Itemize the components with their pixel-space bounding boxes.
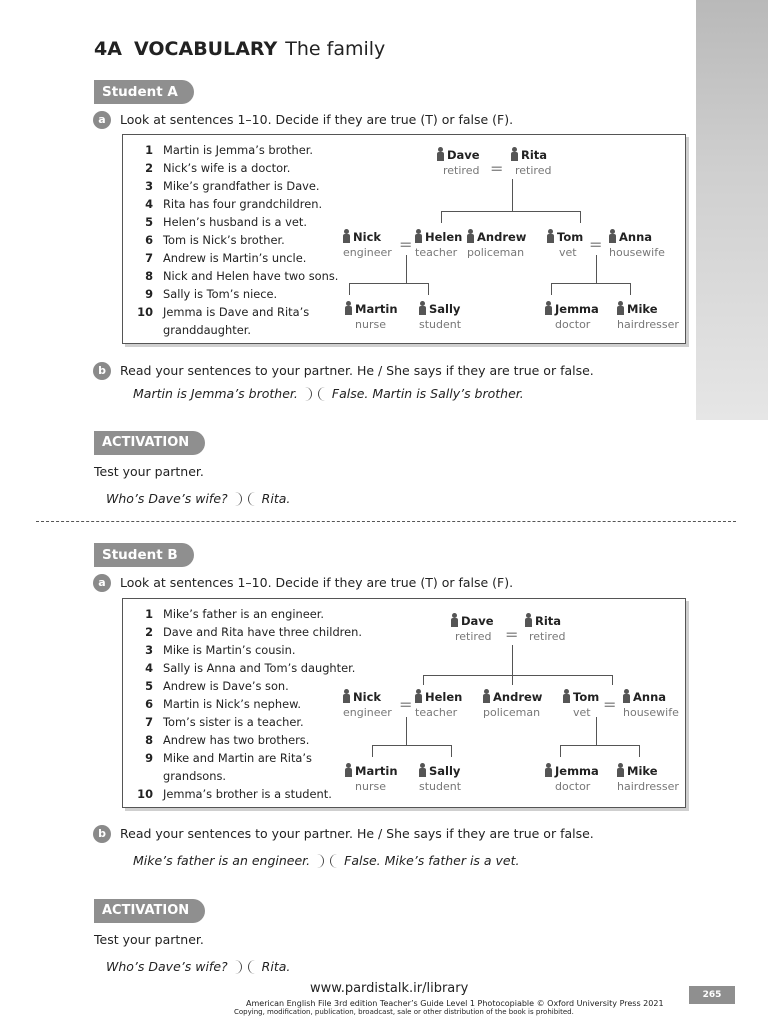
person-jemma: Jemma doctor	[545, 301, 599, 331]
person-jemma: Jemma doctor	[545, 763, 599, 793]
tree-line	[441, 211, 442, 223]
person-dave: Dave retired	[451, 613, 494, 643]
person-nick: Nick engineer	[343, 230, 392, 259]
sentence: 3 Mike is Martin’s cousin.	[145, 643, 296, 657]
person-icon	[525, 613, 532, 627]
tree-line	[560, 745, 561, 757]
page-title: 4A VOCABULARY The family	[94, 38, 386, 60]
person-icon	[467, 229, 474, 243]
married-sign: =	[399, 695, 413, 714]
sentence: 10 Jemma’s brother is a student.	[137, 787, 332, 801]
test-dialogue: Who’s Dave’s wife? Rita.	[106, 491, 291, 506]
footer-credit: American English File 3rd edition Teacher’s Guide Level 1 Photocopiable © Oxford University Press 2021	[246, 999, 664, 1008]
person-anna: Anna housewife	[609, 230, 665, 259]
tree-line	[406, 717, 407, 745]
person-icon	[547, 229, 554, 243]
tree-line	[551, 283, 631, 284]
person-icon	[623, 689, 630, 703]
sentence: 5 Andrew is Dave’s son.	[145, 679, 289, 693]
sentence: 7 Andrew is Martin’s uncle.	[145, 251, 307, 265]
instruction-a: Look at sentences 1–10. Decide if they are true (T) or false (F).	[120, 112, 514, 127]
page-number: 265	[689, 986, 735, 1004]
person-icon	[343, 229, 350, 243]
example-dialogue: Martin is Jemma’s brother. False. Martin is Sally’s brother.	[133, 386, 524, 401]
speech-bubble-icon	[248, 492, 259, 506]
speech-bubble-icon	[248, 960, 259, 974]
person-icon	[609, 229, 616, 243]
sentence: 1 Mike’s father is an engineer.	[145, 607, 325, 621]
person-icon	[415, 229, 422, 243]
person-sally: Sally student	[419, 764, 462, 793]
tree-line	[406, 255, 407, 283]
person-rita: Rita retired	[525, 613, 565, 643]
married-sign: =	[399, 235, 413, 254]
person-icon	[419, 763, 426, 777]
tree-line	[349, 283, 350, 295]
sentence: 10 Jemma is Dave and Rita’s granddaughter.	[137, 305, 310, 337]
tree-line	[441, 211, 581, 212]
sentence: 4 Sally is Anna and Tom’s daughter.	[145, 661, 356, 675]
speech-bubble-icon	[301, 387, 312, 401]
person-nick: Nick engineer	[343, 690, 392, 719]
tree-line	[596, 717, 597, 745]
tree-line	[512, 179, 513, 211]
person-mike: Mike hairdresser	[617, 764, 679, 793]
person-icon	[511, 147, 518, 161]
sentence: 7 Tom’s sister is a teacher.	[145, 715, 304, 729]
exercise-box-b	[122, 598, 686, 808]
instruction-b: Read your sentences to your partner. He / She says if they are true or false.	[120, 363, 594, 378]
person-andrew: Andrew policeman	[467, 230, 527, 259]
person-martin: Martin nurse	[345, 763, 398, 793]
speech-bubble-icon	[330, 854, 341, 868]
footer-url[interactable]: www.pardistalk.ir/library	[310, 981, 469, 996]
instruction-a: Look at sentences 1–10. Decide if they are true (T) or false (F).	[120, 575, 514, 590]
sentence: 6 Tom is Nick’s brother.	[145, 233, 285, 247]
sentence: 4 Rita has four grandchildren.	[145, 197, 323, 211]
instruction-b: Read your sentences to your partner. He / She says if they are true or false.	[120, 826, 594, 841]
married-sign: =	[603, 695, 617, 714]
cut-line	[36, 521, 736, 522]
tree-line	[423, 675, 424, 685]
tree-line	[630, 283, 631, 295]
person-anna: Anna housewife	[623, 690, 679, 719]
activation-label: ACTIVATION	[94, 899, 205, 923]
sentence: 2 Nick’s wife is a doctor.	[145, 161, 291, 175]
person-icon	[345, 763, 352, 777]
married-sign: =	[490, 159, 504, 178]
speech-bubble-icon	[313, 854, 324, 868]
person-martin: Martin nurse	[345, 301, 398, 331]
item-b-marker: b	[93, 362, 111, 380]
person-helen: Helen teacher	[415, 230, 463, 259]
speech-bubble-icon	[231, 492, 242, 506]
married-sign: =	[505, 625, 519, 644]
person-icon	[451, 613, 458, 627]
person-icon	[483, 689, 490, 703]
person-icon	[415, 689, 422, 703]
person-icon	[545, 301, 552, 315]
student-b-label: Student B	[94, 543, 194, 567]
person-icon	[617, 301, 624, 315]
tree-line	[596, 255, 597, 283]
sentence: 8 Nick and Helen have two sons.	[145, 269, 339, 283]
person-tom: Tom vet	[547, 229, 583, 259]
test-partner-text: Test your partner.	[94, 464, 204, 479]
person-icon	[343, 689, 350, 703]
sentence: 3 Mike’s grandfather is Dave.	[145, 179, 320, 193]
tree-line	[451, 745, 452, 757]
person-icon	[617, 763, 624, 777]
sentence: 8 Andrew has two brothers.	[145, 733, 310, 747]
footer-copyright: Copying, modification, publication, broadcast, sale or other distribution of the book is prohibited.	[234, 1008, 574, 1016]
person-icon	[437, 147, 444, 161]
person-sally: Sally student	[419, 302, 462, 331]
tree-line	[428, 283, 429, 295]
person-icon	[345, 301, 352, 315]
tree-line	[512, 675, 513, 685]
sentence: 9 Mike and Martin are Rita’s grandsons.	[145, 751, 312, 783]
person-tom: Tom vet	[563, 689, 599, 719]
tree-line	[580, 211, 581, 223]
tree-line	[349, 283, 429, 284]
activation-label: ACTIVATION	[94, 431, 205, 455]
person-icon	[563, 689, 570, 703]
tree-line	[372, 745, 452, 746]
sentence: 6 Martin is Nick’s nephew.	[145, 697, 301, 711]
sentence: 5 Helen’s husband is a vet.	[145, 215, 307, 229]
person-andrew: Andrew policeman	[483, 690, 543, 719]
tree-line	[551, 283, 552, 295]
corner-graphic	[696, 0, 768, 420]
example-dialogue: Mike’s father is an engineer. False. Mike’s father is a vet.	[133, 853, 520, 868]
item-b-marker: b	[93, 825, 111, 843]
person-dave: Dave retired	[437, 147, 480, 177]
tree-line	[512, 645, 513, 675]
person-mike: Mike hairdresser	[617, 302, 679, 331]
person-rita: Rita retired	[511, 147, 551, 177]
sentence: 1 Martin is Jemma’s brother.	[145, 143, 313, 157]
tree-line	[372, 745, 373, 757]
test-dialogue: Who’s Dave’s wife? Rita.	[106, 959, 291, 974]
person-icon	[545, 763, 552, 777]
married-sign: =	[589, 235, 603, 254]
item-a-marker: a	[93, 574, 111, 592]
speech-bubble-icon	[318, 387, 329, 401]
tree-line	[560, 745, 640, 746]
exercise-box-a	[122, 134, 686, 344]
sentence: 2 Dave and Rita have three children.	[145, 625, 362, 639]
student-a-label: Student A	[94, 80, 194, 104]
speech-bubble-icon	[231, 960, 242, 974]
tree-line	[639, 745, 640, 757]
item-a-marker: a	[93, 111, 111, 129]
test-partner-text: Test your partner.	[94, 932, 204, 947]
sentence: 9 Sally is Tom’s niece.	[145, 287, 278, 301]
person-helen: Helen teacher	[415, 690, 463, 719]
tree-line	[423, 675, 613, 676]
person-icon	[419, 301, 426, 315]
tree-line	[612, 675, 613, 685]
